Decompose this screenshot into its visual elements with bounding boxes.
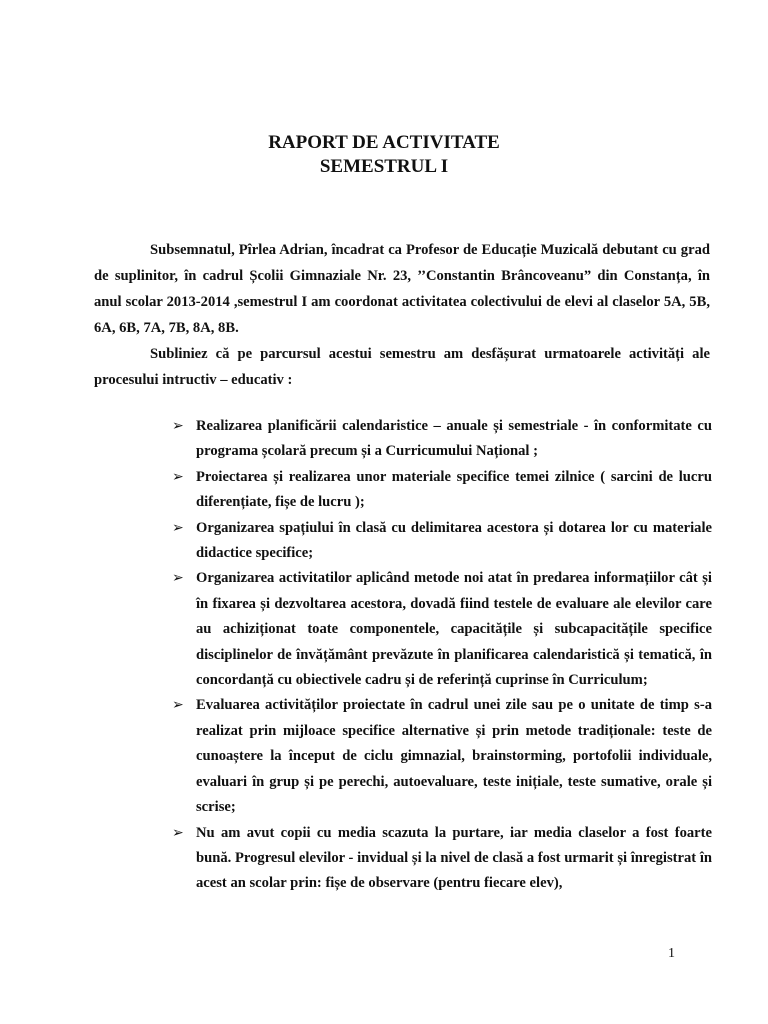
document-subtitle: SEMESTRUL I bbox=[319, 156, 449, 177]
list-item bbox=[168, 516, 712, 567]
list-item-text: Evaluarea activităților proiectate în cadrul unei zile sau pe o unitate de timp s-a realizat prin mijloace specifice alternative și prin metode tradiționale: teste de cunoaștere la început de ciclu gimnazial, brainstorming, portofolii individuale, evaluari în grup și pe perechi, autoevaluare, teste inițiale, teste sumative, orale și scrise; bbox=[196, 697, 712, 816]
list-item bbox=[168, 566, 712, 693]
page-number: 1 bbox=[668, 946, 675, 961]
list-item bbox=[168, 821, 712, 897]
list-item-text: Organizarea activitatilor aplicând metode noi atat în predarea informațiilor cât și în fixarea și dezvoltarea acestora, dovadă fiind testele de evaluare ale elevilor care au achiziționat toate componentele, capacitățile și subcapacitățile specifice disciplinelor de învățământ prevăzute în planificarea calendaristică și tematică, în concordanță cu obiectivele cadru și de referință cuprinse în Curriculum; bbox=[196, 570, 712, 689]
arrow-bullet-icon: ➢ bbox=[172, 697, 184, 714]
arrow-bullet-icon: ➢ bbox=[172, 570, 184, 587]
list-item bbox=[168, 414, 712, 465]
list-item-text: Realizarea planificării calendaristice – anuale și semestriale - în conformitate cu programa școlară precum și a Curricumului Național ; bbox=[196, 418, 712, 460]
list-item bbox=[168, 693, 712, 820]
list-item-text: Proiectarea și realizarea unor materiale specifice temei zilnice ( sarcini de lucru diferențiate, fișe de lucru ); bbox=[196, 468, 712, 511]
arrow-bullet-icon: ➢ bbox=[172, 418, 184, 434]
list-item bbox=[168, 465, 712, 516]
activities-intro-paragraph: Subliniez că pe parcursul acestui semestru am desfășurat urmatoarele activități ale procesului intructiv – educativ : bbox=[94, 346, 710, 388]
list-item-text: Organizarea spațiului în clasă cu delimitarea acestora și dotarea lor cu materiale didactice specifice; bbox=[196, 519, 712, 562]
arrow-bullet-icon: ➢ bbox=[172, 519, 184, 536]
arrow-bullet-icon: ➢ bbox=[172, 824, 184, 841]
activity-list bbox=[168, 414, 712, 897]
list-item-text: Nu am avut copii cu media scazuta la purtare, iar media claselor a fost foarte bună. Progresul elevilor - invidual și la nivel de clasă a fost urmarit și înregistrat în acest an scolar prin: fișe de observare (pentru fiecare elev), bbox=[196, 824, 712, 892]
document-title: RAPORT DE ACTIVITATE bbox=[268, 132, 500, 153]
arrow-bullet-icon: ➢ bbox=[172, 468, 184, 485]
intro-paragraph: Subsemnatul, Pîrlea Adrian, încadrat ca Profesor de Educație Muzicală debutant cu grad de suplinitor, în cadrul Școlii Gimnaziale Nr. 23, ’’Constantin Brâncoveanu” din Constanța, în anul scolar 2013-2014 ,semestrul I am coordonat activitatea colectivului de elevi al claselor 5A, 5B, 6A, 6B, 7A, 7B, 8A, 8B. bbox=[94, 242, 710, 336]
